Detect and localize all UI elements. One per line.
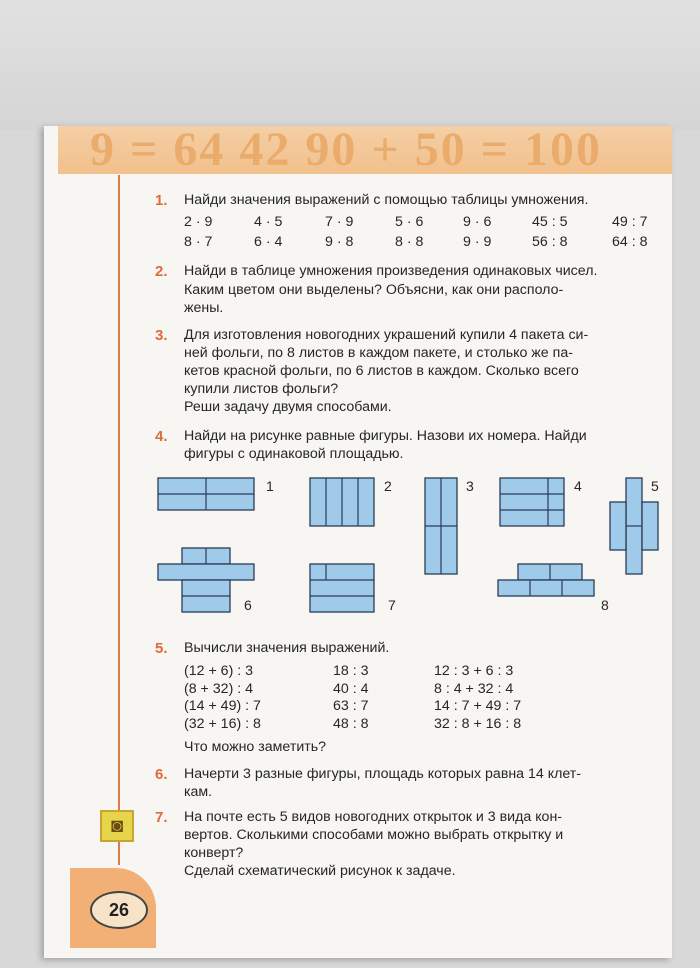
task-6-line-2: кам. xyxy=(184,784,213,800)
task-3-line-4: купили листов фольги? xyxy=(184,381,339,397)
task-4-number: 4. xyxy=(155,428,168,445)
task-1-row-1-cell: 45 : 5 xyxy=(532,214,568,230)
figure-1-label: 1 xyxy=(266,478,274,494)
task-5-col1-expr: (32 + 16) : 8 xyxy=(184,715,261,732)
task-5-text: Вычисли значения выражений. xyxy=(184,640,390,656)
figure-2 xyxy=(310,478,392,526)
task-1-row-1-cell: 4 · 5 xyxy=(254,214,283,230)
task-5-number: 5. xyxy=(155,640,168,657)
task-1-row-2-cell: 56 : 8 xyxy=(532,234,568,250)
task-4-line-2: фигуры с одинаковой площадью. xyxy=(184,446,404,462)
task-7-line-2: вертов. Сколькими способами можно выбрать открытку и xyxy=(184,827,564,843)
figure-4 xyxy=(500,478,582,526)
task-1-row-1-cell: 49 : 7 xyxy=(612,214,648,230)
task-1-row-2-cell: 9 · 8 xyxy=(325,234,354,250)
task-5-question: Что можно заметить? xyxy=(184,739,327,755)
task-5-col3-expr: 14 : 7 + 49 : 7 xyxy=(434,698,522,714)
task-1-row-2-cell: 9 · 9 xyxy=(463,234,492,250)
figure-4-label: 4 xyxy=(574,478,582,494)
figure-3 xyxy=(425,478,474,574)
task-6-number: 6. xyxy=(155,766,168,783)
task-5-col2-expr: 18 : 3 xyxy=(333,663,369,679)
page-number: 26 xyxy=(90,891,148,929)
task-1-row-1-cell: 7 · 9 xyxy=(325,214,354,230)
task-1-row-1-cell: 9 · 6 xyxy=(463,214,492,230)
task-3-line-2: ней фольги, по 8 листов в каждом пакете, и столько же па- xyxy=(184,345,573,361)
figure-1 xyxy=(158,478,274,510)
task-7-number: 7. xyxy=(155,809,168,826)
task-5-col3-expr: 32 : 8 + 16 : 8 xyxy=(434,715,522,732)
spiral-marker-icon: ◙ xyxy=(100,810,134,842)
task-1-row-1-cell: 5 · 6 xyxy=(395,214,424,230)
task-5-col2-expr: 48 : 8 xyxy=(333,715,369,732)
figure-6 xyxy=(158,548,254,613)
header-decoration: 9 = 64 42 90 + 50 = 100 xyxy=(90,126,603,174)
figure-7 xyxy=(310,564,396,613)
task-3-line-1: Для изготовления новогодних украшений купили 4 пакета си- xyxy=(184,327,589,343)
task-4-line-1: Найди на рисунке равные фигуры. Назови их номера. Найди xyxy=(184,428,587,444)
figure-7-label: 7 xyxy=(388,597,396,613)
figure-6-label: 6 xyxy=(244,597,252,613)
task-5-col2-expr: 40 : 4 xyxy=(333,680,369,697)
figure-8 xyxy=(498,564,609,613)
task-5-col1-expr: (12 + 6) : 3 xyxy=(184,663,254,679)
task-5-col1-expr: (8 + 32) : 4 xyxy=(184,680,254,697)
figure-5 xyxy=(610,478,659,574)
task-3-line-3: кетов красной фольги, по 6 листов в каждом. Сколько всего xyxy=(184,363,579,379)
task-1-text: Найди значения выражений с помощью таблицы умножения. xyxy=(184,192,589,208)
task-1-number: 1. xyxy=(155,192,168,209)
task-5-col3-expr: 8 : 4 + 32 : 4 xyxy=(434,680,514,697)
task-1-row-1-cell: 2 · 9 xyxy=(184,214,213,230)
figure-5-label: 5 xyxy=(651,478,659,494)
task-5-col3-expr: 12 : 3 + 6 : 3 xyxy=(434,663,514,679)
task-7-line-4: Сделай схематический рисунок к задаче. xyxy=(184,863,456,879)
task-7-line-3: конверт? xyxy=(184,845,244,861)
task-7-line-1: На почте есть 5 видов новогодних открыток и 3 вида кон- xyxy=(184,809,563,825)
task-2-line-3: жены. xyxy=(184,300,224,316)
task-1-row-2-cell: 8 · 8 xyxy=(395,234,424,250)
figure-2-label: 2 xyxy=(384,478,392,494)
task-3-number: 3. xyxy=(155,327,168,344)
task-2-line-1: Найди в таблице умножения произведения одинаковых чисел. xyxy=(184,263,598,279)
task-5-col1-expr: (14 + 49) : 7 xyxy=(184,698,261,714)
task-1-row-2-cell: 64 : 8 xyxy=(612,234,648,250)
task-6-line-1: Начерти 3 разные фигуры, площадь которых равна 14 клет- xyxy=(184,766,582,782)
task-1-row-2-cell: 6 · 4 xyxy=(254,234,283,250)
task-3-line-5: Реши задачу двумя способами. xyxy=(184,399,392,415)
figure-3-label: 3 xyxy=(466,478,474,494)
task-2-line-2: Каким цветом они выделены? Объясни, как они располо- xyxy=(184,282,564,298)
task-1-row-2-cell: 8 · 7 xyxy=(184,234,213,250)
task-2-number: 2. xyxy=(155,263,168,280)
figure-8-label: 8 xyxy=(601,597,609,613)
task-5-col2-expr: 63 : 7 xyxy=(333,698,369,714)
